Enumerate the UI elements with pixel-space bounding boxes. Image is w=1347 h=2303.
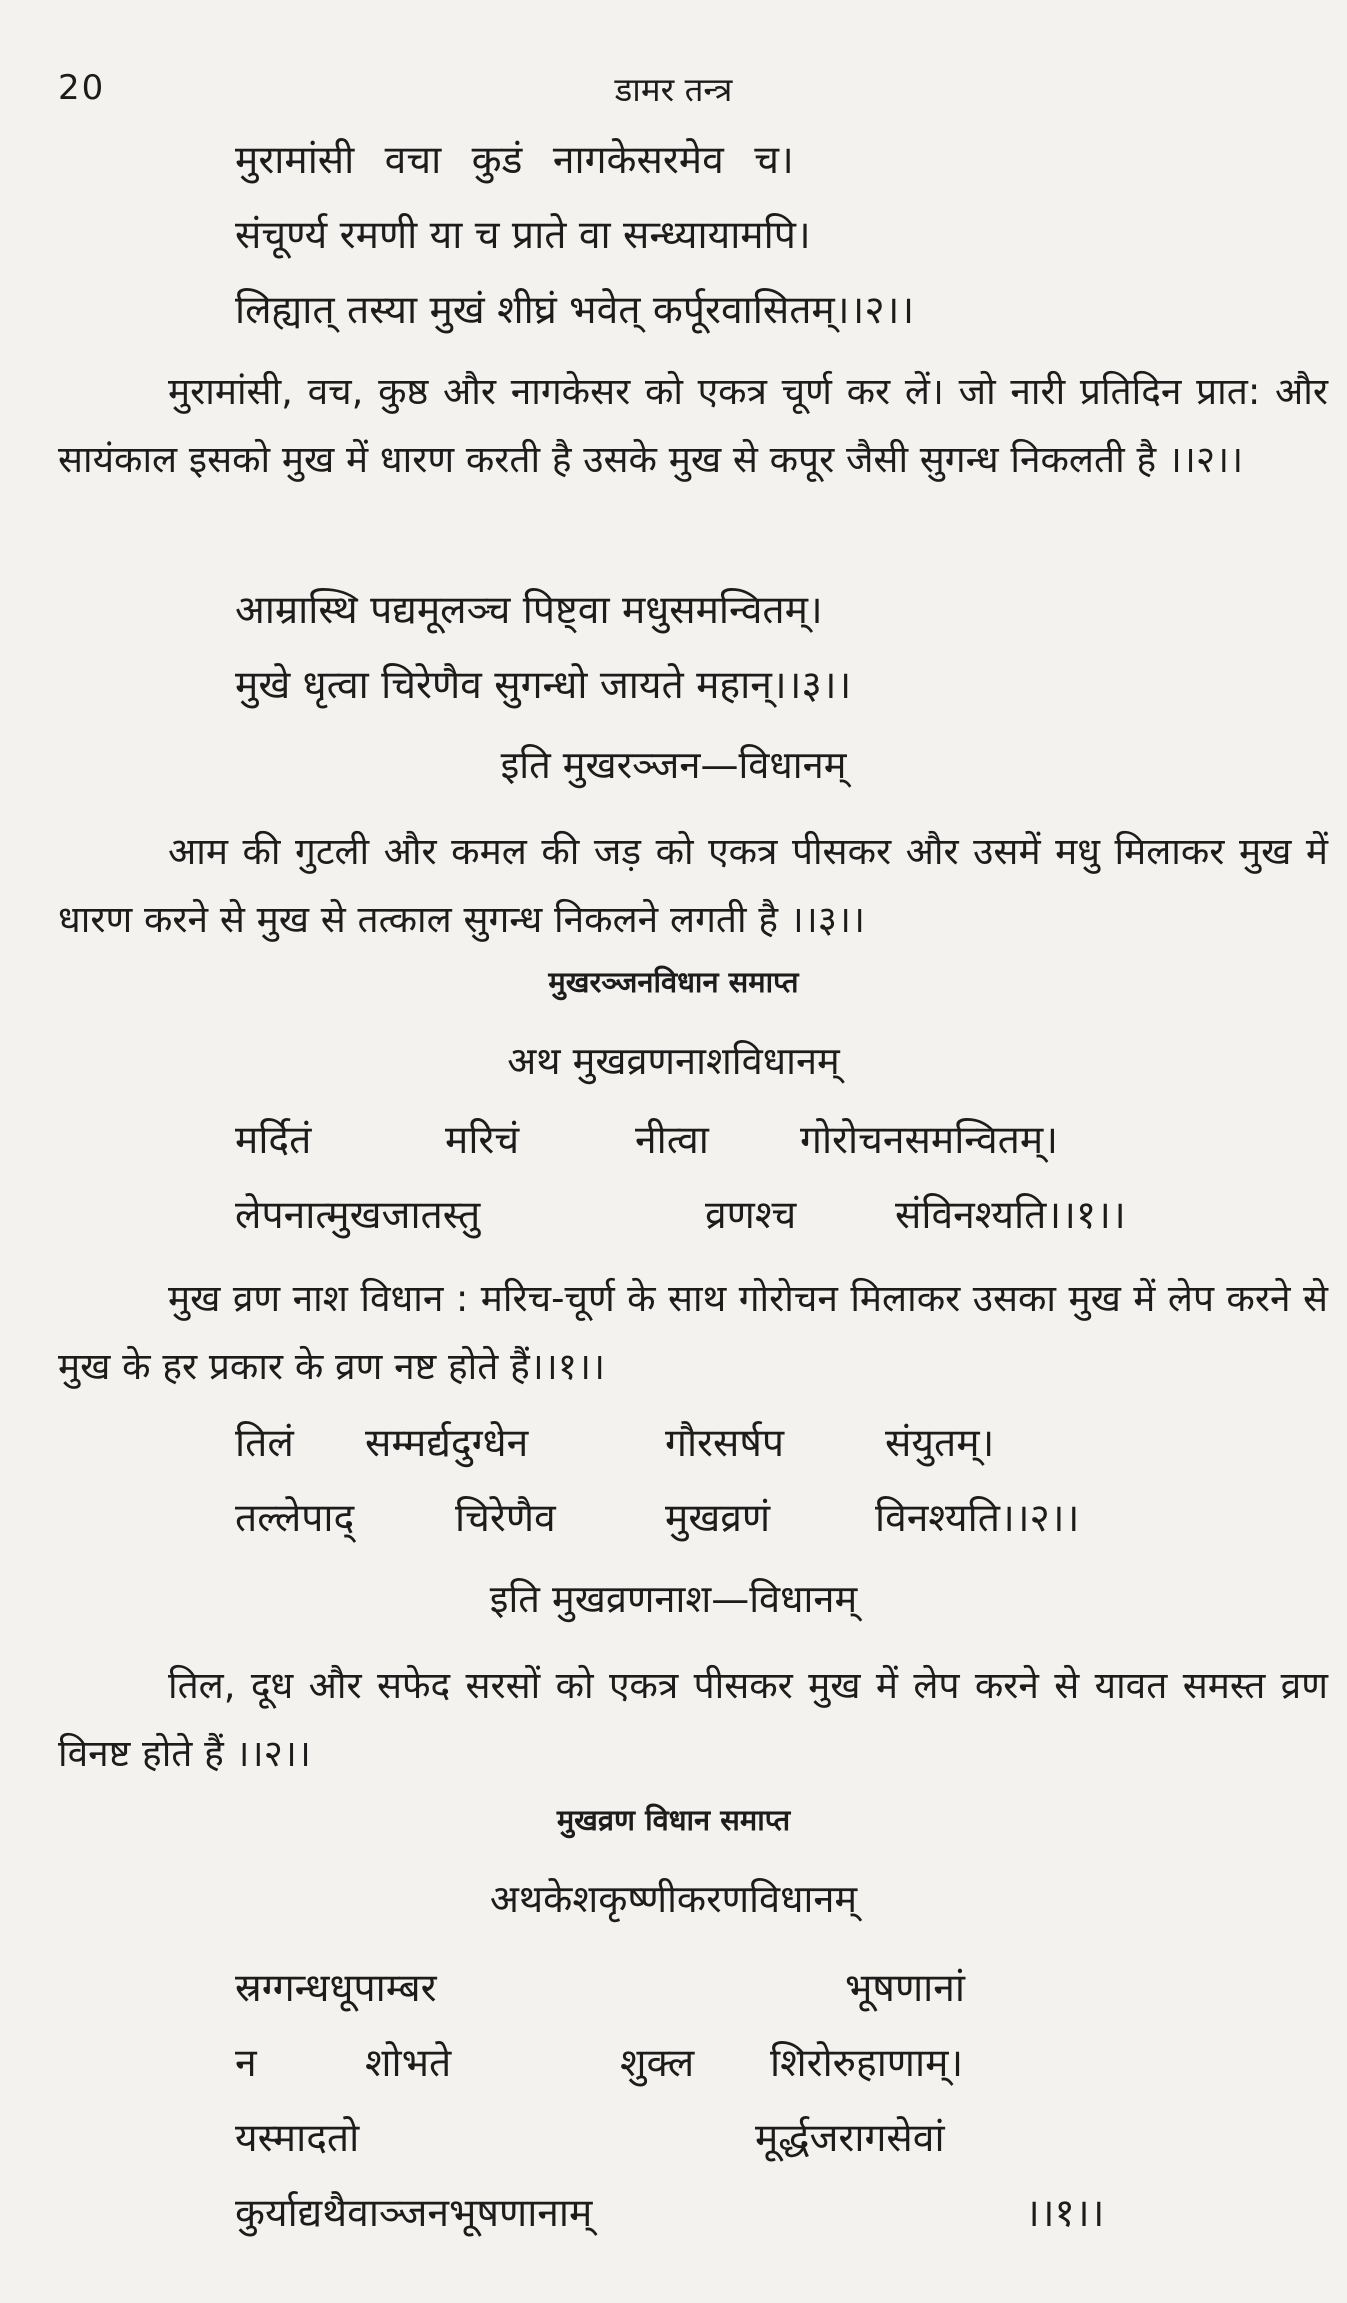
verse-word: व्रणश्च [705, 1193, 797, 1238]
verse-word: न [235, 2041, 257, 2086]
section-end-label: मुखरञ्जनविधान समाप्त [548, 965, 799, 999]
verse-word: चिरेणैव [455, 1496, 556, 1541]
verse-word: यस्मादतो [235, 2116, 360, 2161]
verse-word: कुर्याद्यथैवाञ्जनभूषणानाम् [235, 2191, 593, 2236]
section-title: अथकेशकृष्णीकरणविधानम् [489, 1877, 858, 1921]
commentary-paragraph: तिल, दूध और सफेद सरसों को एकत्र पीसकर मुख में लेप करने से यावत समस्त व्रण विनष्ट होते हैं ।।२।। [58, 1664, 1328, 1775]
verse-word: मूर्द्धजरागसेवां [755, 2116, 945, 2161]
colophon: इति मुखरञ्जन—विधानम् [500, 743, 847, 787]
verse-word: विनश्यति।।२।। [875, 1496, 1080, 1541]
verse-word: नीत्वा [635, 1118, 709, 1163]
verse-word: गौरसर्षप [665, 1421, 785, 1466]
commentary-paragraph: आम की गुटली और कमल की जड़ को एकत्र पीसकर और उसमें मधु मिलाकर मुख में धारण करने से मुख से तत्काल सुगन्ध निकलने लगती है ।।३।। [58, 830, 1328, 941]
verse-word: तिलं [235, 1421, 294, 1466]
verse-word: सम्मर्द्यदुग्धेन [365, 1421, 529, 1466]
commentary-paragraph: मुख व्रण नाश विधान : मरिच-चूर्ण के साथ गोरोचन मिलाकर उसका मुख में लेप करने से मुख के हर प्रकार के व्रण नष्ट होते हैं।।१।। [58, 1277, 1328, 1388]
verse-word: लेपनात्मुखजातस्तु [235, 1193, 481, 1238]
verse-word: शुक्ल [620, 2041, 695, 2086]
verse-line: मुरामांसी वचा कुडं नागकेसरमेव च। [235, 138, 794, 183]
section-title: अथ मुखव्रणनाशविधानम् [507, 1039, 840, 1083]
verse-number: ।।१।। [1025, 2191, 1105, 2236]
verse-line: मुखे धृत्वा चिरेणैव सुगन्धो जायते महान्।।३।। [235, 663, 852, 708]
verse-word: मुखव्रणं [665, 1496, 771, 1541]
colophon: इति मुखव्रणनाश—विधानम् [489, 1577, 858, 1621]
verse-word: संयुतम्। [885, 1421, 995, 1466]
verse-word: शोभते [365, 2041, 452, 2086]
commentary-paragraph: मुरामांसी, वच, कुष्ठ और नागकेसर को एकत्र चूर्ण कर लें। जो नारी प्रतिदिन प्रात: और सायंकाल इसको मुख में धारण करती है उसके मुख से कपूर जैसी सुगन्ध निकलती है ।।२।। [58, 370, 1328, 481]
verse-word: मर्दितं [235, 1118, 312, 1163]
verse-word: भूषणानां [845, 1966, 966, 2011]
verse-word: संविनश्यति।।१।। [895, 1193, 1126, 1238]
verse-word: स्रग्गन्धधूपाम्बर [235, 1966, 437, 2011]
verse-word: मरिचं [445, 1118, 520, 1163]
verse-word: तल्लेपाद् [235, 1496, 355, 1541]
verse-line: संचूर्ण्य रमणी या च प्राते वा सन्ध्यायामपि। [235, 213, 811, 258]
running-title: डामर तन्त्र [614, 70, 733, 109]
verse-line: आम्रास्थि पद्यमूलञ्च पिष्ट्वा मधुसमन्वितम्। [235, 588, 823, 633]
page-number: 20 [58, 68, 106, 108]
section-end-label: मुखव्रण विधान समाप्त [556, 1803, 791, 1837]
verse-word: शिरोरुहाणाम्। [770, 2041, 964, 2086]
verse-line: लिह्यात् तस्या मुखं शीघ्रं भवेत् कर्पूरवासितम्।।२।। [235, 288, 915, 333]
verse-word: गोरोचनसमन्वितम्। [800, 1118, 1058, 1163]
